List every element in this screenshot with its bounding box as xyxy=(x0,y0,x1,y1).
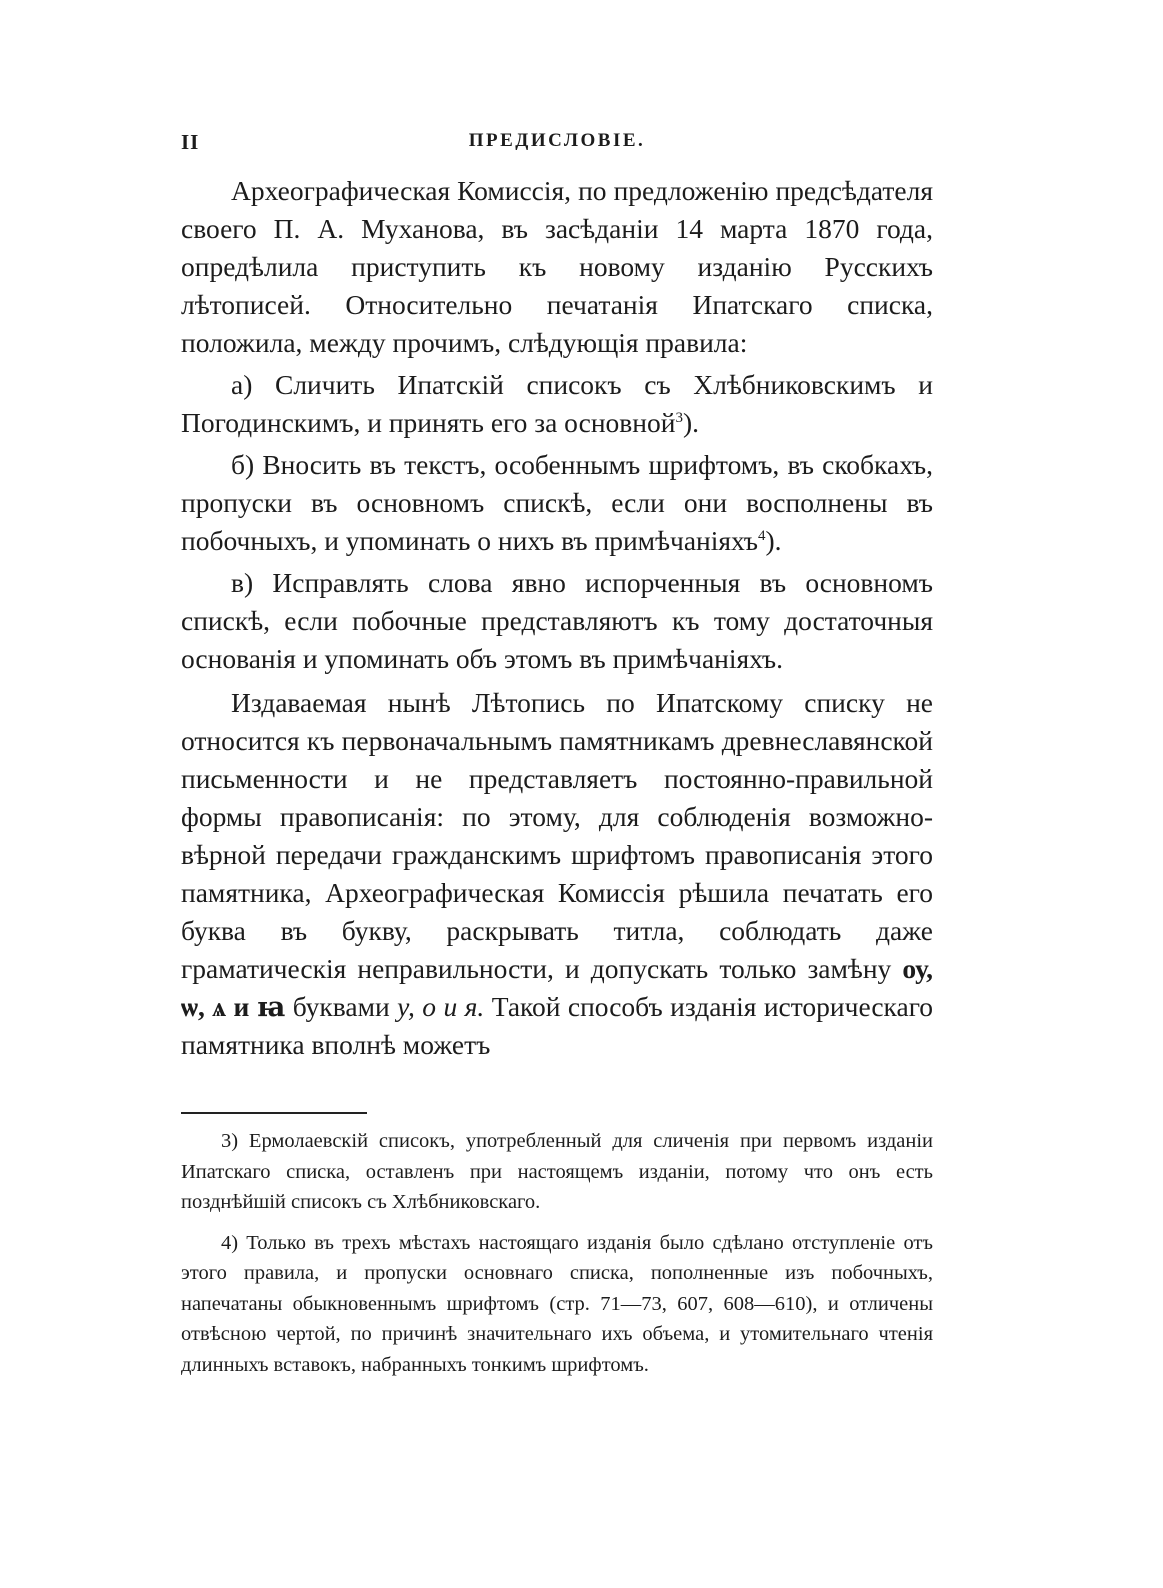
body-text xyxy=(181,172,933,1064)
main-text-mid: буквами xyxy=(292,991,390,1022)
rule-b-text: б) Вносить въ текстъ, особеннымъ шрифтомъ, въ скобкахъ, пропуски въ основномъ спискѣ, если они восполнены въ побочныхъ, и упоминать о нихъ въ примѣчанiяхъ xyxy=(181,449,933,556)
footnote-ref-3: 3 xyxy=(675,409,683,426)
main-paragraph xyxy=(181,684,933,1064)
footnote-ref-4: 4 xyxy=(757,527,766,544)
rule-b-end: ). xyxy=(765,525,782,556)
new-letters: у, о и я. xyxy=(397,991,485,1022)
running-head xyxy=(181,122,933,158)
rule-c-paragraph: в) Исправлять слова явно испорченныя въ основномъ спискѣ, если побочные представляютъ къ тому достаточныя основанiя и упоминать объ этомъ въ примѣчанiяхъ. xyxy=(181,567,933,674)
rule-a-end: ). xyxy=(682,407,700,438)
rule-a-paragraph xyxy=(181,366,933,442)
page-number: II xyxy=(181,130,200,154)
intro-paragraph: Археографическая Комиссiя, по предложенiю предсѣдателя своего П. А. Муханова, въ засѣданiи 14 марта 1870 года, опредѣлила приступить къ новому изданiю Русскихъ лѣтописей. Относительно печатанiя Ипатскаго списка, положила, между прочимъ, слѣдующiя правила: xyxy=(181,175,933,358)
rule-b-paragraph xyxy=(181,446,933,560)
main-text-start: Издаваемая нынѣ Лѣтопись по Ипатскому списку не относится къ первоначальнымъ памятникамъ древнеславянской письменности и не представляетъ постоянно-правильной формы правописанiя: по этому, для соблюденiя возможно-вѣрной передачи гражданскимъ шрифтомъ правописанiя этого памятника, Археографическая Комиссiя рѣшила печатать его буква въ букву, раскрывать титла, соблюдать даже граматическiя неправильности, и допускать только замѣну xyxy=(181,687,933,984)
footnotes xyxy=(181,1126,933,1380)
page-header-title: ПРЕДИСЛОВIЕ. xyxy=(468,130,646,151)
footnote-4: 4) Только въ трехъ мѣстахъ настоящаго изданiя было сдѣлано отступленiе отъ этого правила, и пропуски основнаго списка, пополненные изъ побочныхъ, напечатаны обыкновеннымъ шрифтомъ (стр. 71—73, 607, 608—610), и отличены отвѣсною чертой, по причинѣ значительнаго ихъ объема, и утомительнаго чтенiя длинныхъ вставокъ, набранныхъ тонкимъ шрифтомъ. xyxy=(181,1231,933,1376)
main-text-end: Такой способъ изданiя историческаго памятника вполнѣ можетъ xyxy=(181,991,934,1060)
footnote-divider xyxy=(181,1112,367,1114)
rule-a-text: а) Сличить Ипатскiй списокъ съ Хлѣбниковскимъ и Погодинскимъ, и принять его за основной xyxy=(181,369,933,438)
footnote-3: 3) Ермолаевскiй списокъ, употребленный для сличенiя при первомъ изданiи Ипатскаго списка, оставленъ при настоящемъ изданiи, потому что онъ есть позднѣйшiй списокъ съ Хлѣбниковскаго. xyxy=(181,1130,933,1213)
old-letters: оу, ѡ, ѧ и ꙗ xyxy=(181,953,933,1022)
